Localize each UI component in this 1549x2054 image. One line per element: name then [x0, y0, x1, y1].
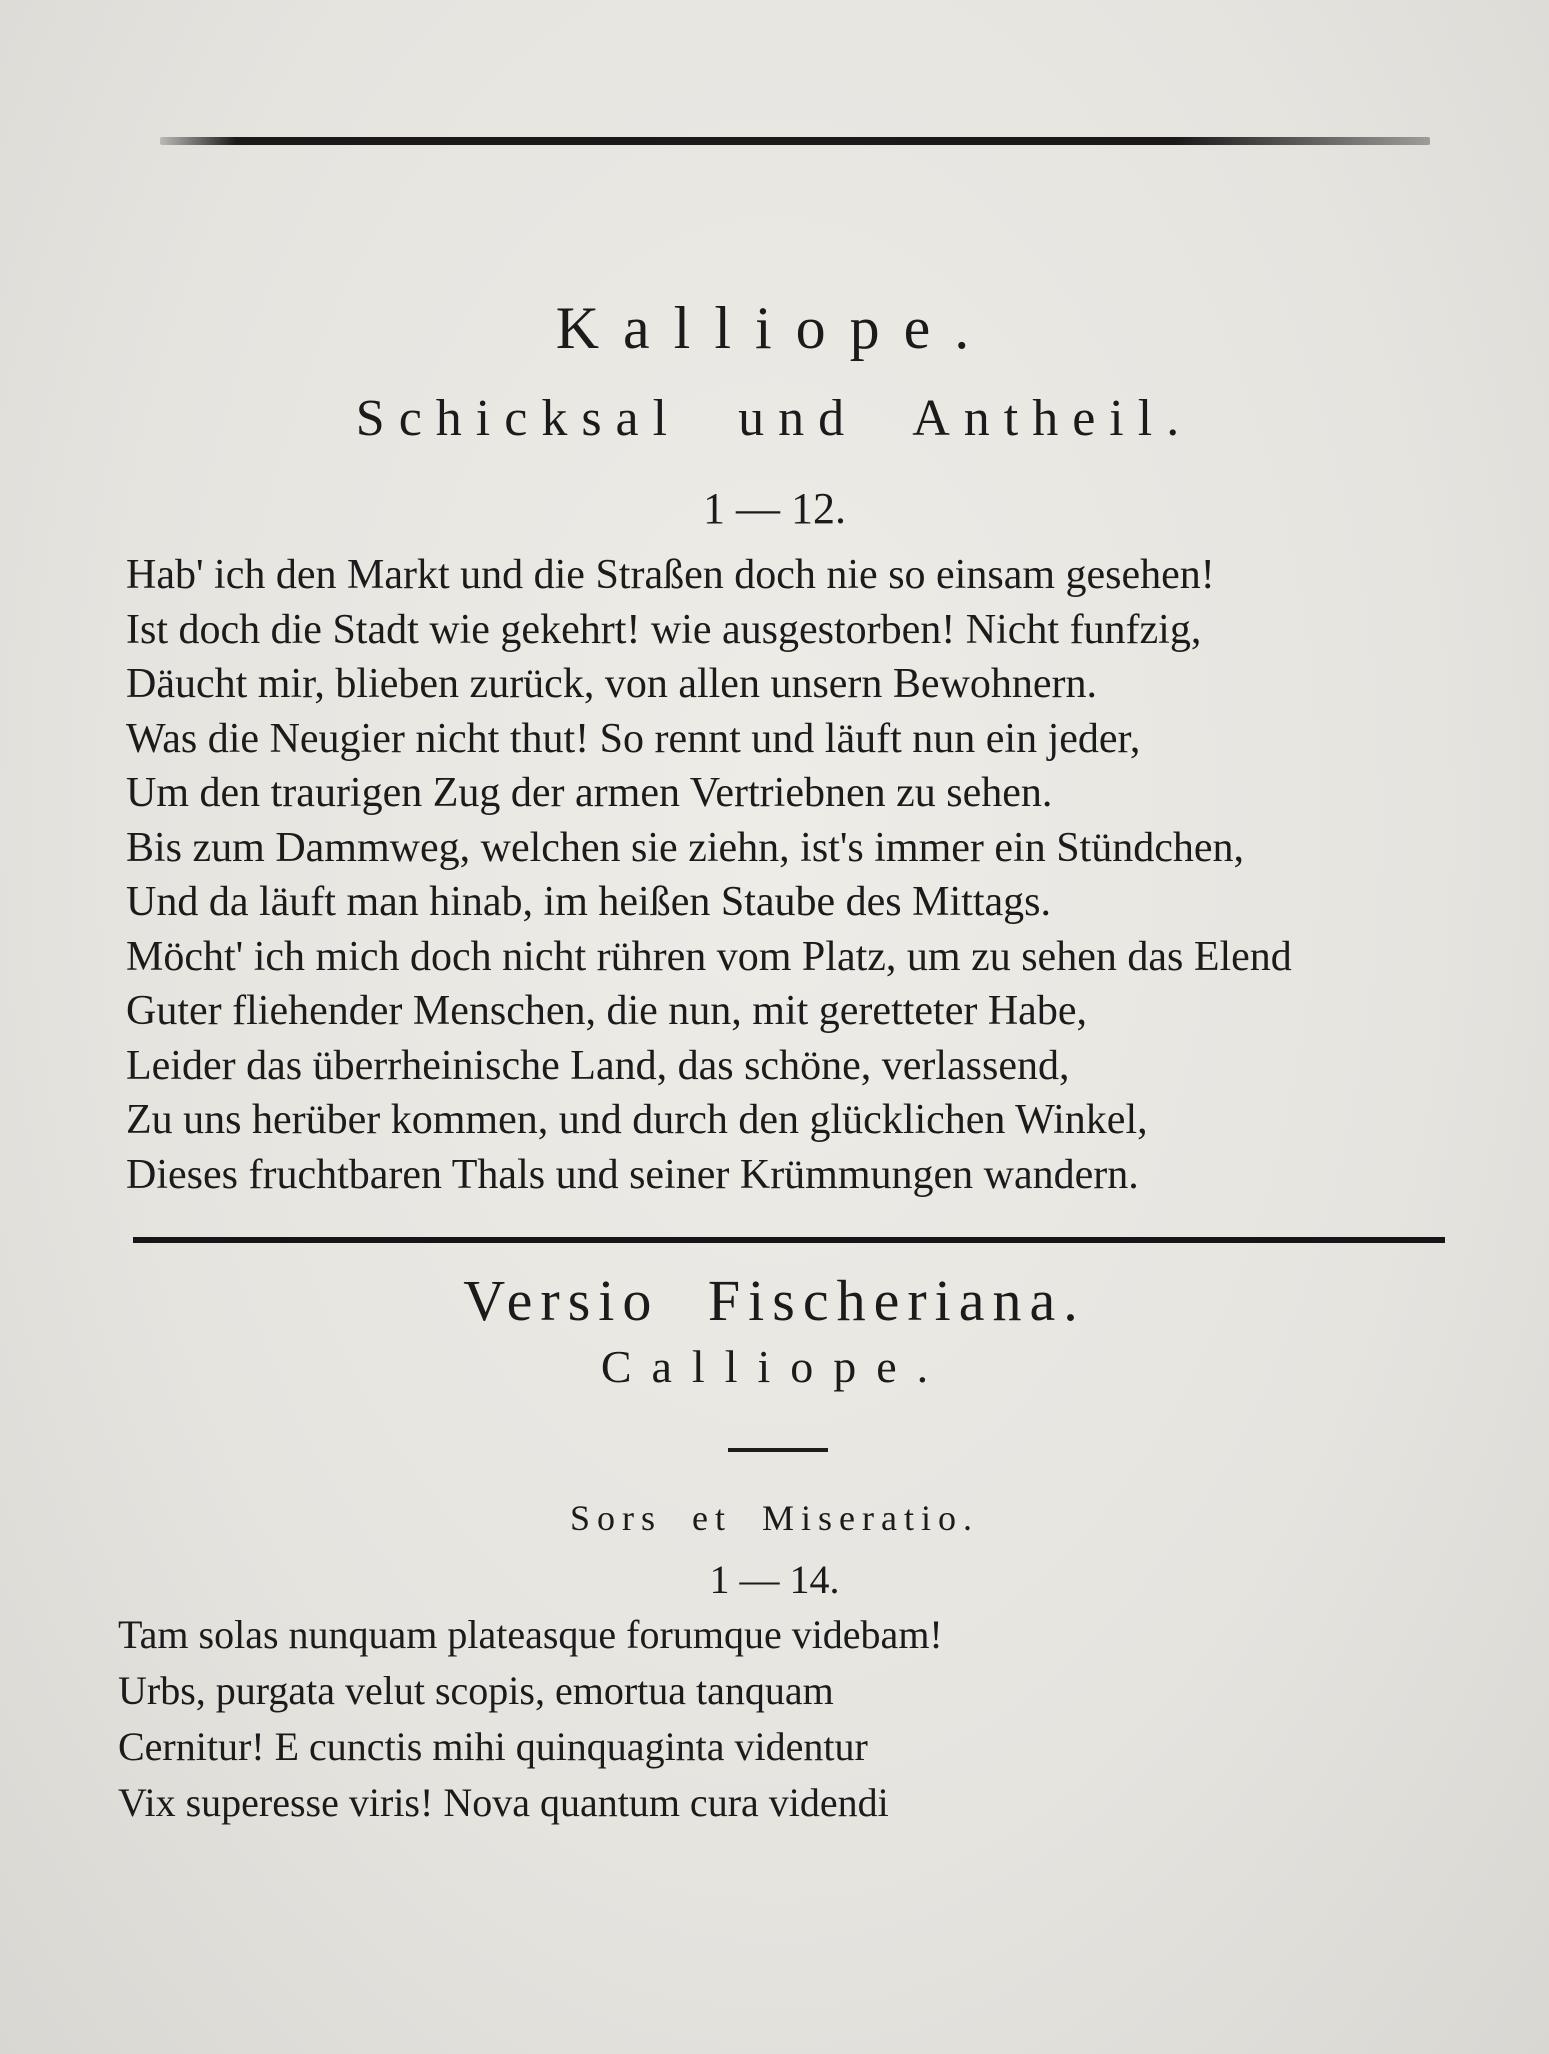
verse-line: Was die Neugier nicht thut! So rennt und läuft nun ein jeder, [126, 715, 1141, 762]
latin-title: Versio Fischeriana. [463, 1268, 1086, 1333]
german-verse-block [126, 548, 1466, 1202]
verse-line: Däucht mir, blieben zurück, von allen unsern Bewohnern. [126, 661, 1098, 707]
latin-verse-range: 1 — 14. [709, 1557, 840, 1602]
verse-line: Leider das überrheinische Land, das schöne, verlassend, [126, 1042, 1070, 1089]
verse-line: Urbs, purgata velut scopis, emortua tanquam [118, 1668, 834, 1713]
short-rule [728, 1448, 828, 1452]
verse-line: Zu uns herüber kommen, und durch den glücklichen Winkel, [126, 1097, 1148, 1143]
verse-line: Ist doch die Stadt wie gekehrt! wie ausgestorben! Nicht funfzig, [126, 606, 1202, 653]
german-subtitle: Schicksal und Antheil. [355, 390, 1194, 447]
latin-verse-block [118, 1607, 1318, 1831]
latin-subtitle: Calliope. [600, 1341, 949, 1392]
top-rule [160, 137, 1430, 145]
german-verse-range: 1 — 12. [703, 484, 846, 533]
verse-line: Möcht' ich mich doch nicht rühren vom Platz, um zu sehen das Elend [126, 933, 1292, 980]
verse-line: Tam solas nunquam plateasque forumque videbam! [118, 1612, 943, 1657]
latin-heading: Sors et Miseratio. [570, 1498, 979, 1538]
verse-line: Cernitur! E cunctis mihi quinquaginta videntur [118, 1724, 868, 1769]
verse-line: Und da läuft man hinab, im heißen Staube des Mittags. [126, 879, 1051, 925]
verse-line: Um den traurigen Zug der armen Vertriebnen zu sehen. [126, 770, 1053, 816]
verse-line: Bis zum Dammweg, welchen sie ziehn, ist's immer ein Stündchen, [126, 824, 1245, 871]
verse-line: Hab' ich den Markt und die Straßen doch nie so einsam gesehen! [126, 552, 1215, 598]
verse-line: Guter fliehender Menschen, die nun, mit geretteter Habe, [126, 988, 1087, 1034]
section-divider [133, 1237, 1445, 1243]
verse-line: Dieses fruchtbaren Thals und seiner Krümmungen wandern. [126, 1151, 1139, 1198]
verse-line: Vix superesse viris! Nova quantum cura videndi [118, 1780, 889, 1825]
german-title: Kalliope. [555, 295, 994, 361]
